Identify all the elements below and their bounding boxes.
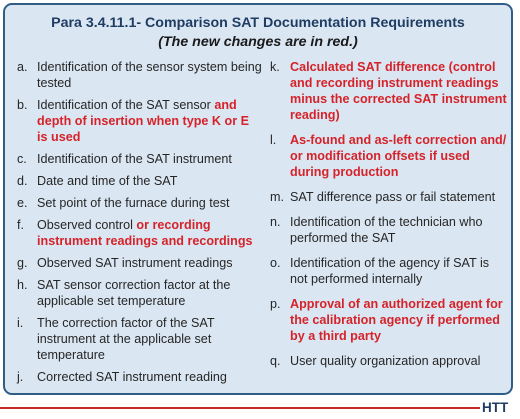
item-text [37,217,262,249]
item-text [37,195,262,211]
list-item [17,255,262,271]
item-letter: m. [270,190,284,204]
item-text [37,315,262,363]
item-letter: l. [270,133,277,147]
item-normal-text: Identification of the technician who performed the SAT [290,215,483,245]
item-text [37,173,262,189]
item-text [290,59,510,123]
item-text [37,97,262,145]
item-normal-text: Date and time of the SAT [37,174,178,188]
item-new-text: Approval of an authorized agent for the calibration agency if performed by a third party [290,297,503,343]
item-letter: d. [17,174,28,188]
item-text [37,369,262,385]
item-letter: i. [17,316,24,330]
item-normal-text: Corrected SAT instrument reading [37,370,227,384]
item-normal-text: Observed control [37,218,133,232]
item-text [290,255,510,287]
list-item [17,97,262,145]
item-normal-text: Identification of the sensor system being tested [37,60,262,90]
list-item [270,353,510,369]
htt-logo: HTT [482,400,509,415]
list-item [17,151,262,167]
list-item [17,59,262,91]
list-item [270,59,510,123]
list-item [270,132,510,180]
item-letter: j. [17,370,24,384]
list-item [17,369,262,385]
item-normal-text: The correction factor of the SAT instrument at the applicable set temperature [37,316,215,362]
right-requirements-list [270,59,510,369]
item-normal-text: SAT sensor correction factor at the applicable set temperature [37,278,231,308]
item-letter: c. [17,152,27,166]
left-requirements-list [17,59,262,385]
item-letter: n. [270,215,281,229]
item-normal-text: SAT difference pass or fail statement [290,190,496,204]
list-item [17,277,262,309]
item-letter: e. [17,196,28,210]
page-title: Para 3.4.11.1- Comparison SAT Documentation Requirements [51,15,465,31]
list-item [270,189,510,205]
footer-rule [0,407,480,409]
item-text [37,277,262,309]
list-item [17,195,262,211]
item-text [290,296,510,344]
item-normal-text: Set point of the furnace during test [37,196,230,210]
item-letter: q. [270,354,281,368]
item-letter: g. [17,256,28,270]
item-normal-text: Identification of the SAT instrument [37,152,232,166]
item-text [290,189,510,205]
item-text [290,132,510,180]
item-letter: f. [17,218,24,232]
item-normal-text: Identification of the agency if SAT is not performed internally [290,256,490,286]
item-text [290,353,510,369]
item-new-text: or recording instrument readings and recordings [37,218,253,248]
list-item [270,255,510,287]
item-new-text: Calculated SAT difference (control and recording instrument readings minus the corrected SAT instrument reading) [290,60,507,122]
item-letter: o. [270,256,281,270]
item-letter: a. [17,60,28,74]
list-item [17,217,262,249]
item-normal-text: Identification of the SAT sensor [37,98,211,112]
item-new-text: and depth of insertion when type K or E is used [37,98,250,144]
requirements-panel [3,3,513,395]
item-letter: p. [270,297,281,311]
list-item [17,315,262,363]
item-text [290,214,510,246]
list-item [270,214,510,246]
item-normal-text: Observed SAT instrument readings [37,256,233,270]
list-item [270,296,510,344]
item-new-text: As-found and as-left correction and/ or modification offsets if used during production [290,133,507,179]
list-item [17,173,262,189]
page-subtitle: (The new changes are in red.) [158,34,358,50]
item-text [37,151,262,167]
item-letter: b. [17,98,28,112]
item-letter: k. [270,60,280,74]
item-normal-text: User quality organization approval [290,354,481,368]
item-text [37,255,262,271]
item-letter: h. [17,278,28,292]
item-text [37,59,262,91]
